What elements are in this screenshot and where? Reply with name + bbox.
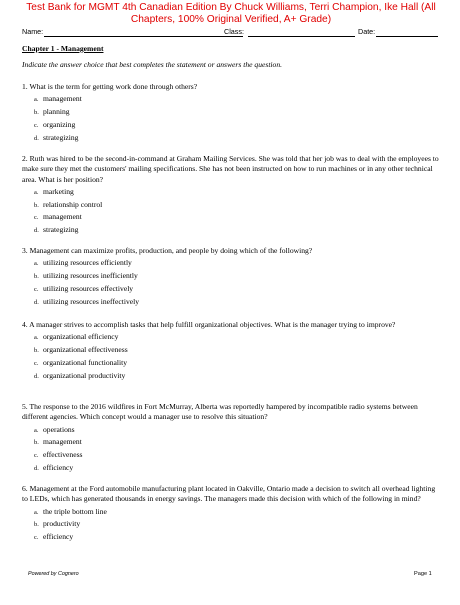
answer-option[interactable]: d. utilizing resources ineffectively bbox=[34, 296, 140, 306]
question-6 bbox=[22, 484, 440, 544]
answer-option[interactable]: a. utilizing resources efficiently bbox=[34, 258, 132, 268]
question-4 bbox=[22, 320, 440, 382]
footer-page-number: Page 1 bbox=[414, 571, 432, 577]
instructions: Indicate the answer choice that best completes the statement or answers the question. bbox=[22, 60, 283, 69]
answer-options bbox=[34, 331, 440, 382]
answer-option[interactable]: c. effectiveness bbox=[34, 450, 83, 460]
answer-option[interactable]: b. organizational effectiveness bbox=[34, 345, 128, 355]
question-stem: 3. Management can maximize profits, production, and people by doing which of the following? bbox=[22, 246, 313, 255]
question-stem: 5. The response to the 2016 wildfires in Fort McMurray, Alberta was reportedly hampered by incompatible radio systems between different agencies. Which concept would a manager use to resolve this situation? bbox=[22, 402, 418, 422]
question-3 bbox=[22, 246, 440, 308]
question-stem: 4. A manager strives to accomplish tasks that help fulfill organizational objectives. What is the manager trying to improve? bbox=[22, 320, 396, 329]
answer-option[interactable]: a. the triple bottom line bbox=[34, 506, 107, 516]
answer-options bbox=[34, 424, 440, 475]
answer-options bbox=[34, 506, 440, 544]
answer-option[interactable]: a. management bbox=[34, 94, 82, 104]
answer-option[interactable]: d. efficiency bbox=[34, 462, 74, 472]
answer-option[interactable]: c. utilizing resources effectively bbox=[34, 283, 134, 293]
document-banner-title: Test Bank for MGMT 4th Canadian Edition By Chuck Williams, Terri Champion, Ike Hall (All Chapters, 100% Original Verified, A+ Grade) bbox=[26, 2, 436, 25]
answer-option[interactable]: c. efficiency bbox=[34, 532, 74, 542]
answer-option[interactable]: a. operations bbox=[34, 424, 75, 434]
answer-options bbox=[34, 257, 440, 308]
answer-option[interactable]: a. marketing bbox=[34, 186, 74, 196]
question-stem: 6. Management at the Ford automobile manufacturing plant located in Oakville, Ontario made a decision to switch all overhead lighting to LEDs, which has generated thousands in energy savings. The managers made this decision with which of the following in mind? bbox=[22, 484, 436, 504]
question-1 bbox=[22, 82, 440, 144]
question-stem: 2. Ruth was hired to be the second-in-command at Graham Mailing Services. She was told that her job was to deal with the employees to make sure they met the customers' mailing specifications. She has not been instructed on how to run machines or in any other technical area. What is her position? bbox=[22, 154, 439, 184]
answer-option[interactable]: c. management bbox=[34, 212, 82, 222]
student-info-header bbox=[22, 27, 438, 38]
question-5 bbox=[22, 402, 440, 475]
answer-option[interactable]: b. relationship control bbox=[34, 199, 103, 209]
answer-option[interactable]: d. strategizing bbox=[34, 132, 79, 142]
answer-options bbox=[34, 93, 440, 144]
footer-powered-by: Powered by Cognero bbox=[28, 571, 79, 577]
answer-option[interactable]: b. management bbox=[34, 437, 82, 447]
answer-option[interactable]: b. utilizing resources inefficiently bbox=[34, 271, 138, 281]
chapter-title: Chapter 1 - Management bbox=[22, 44, 104, 53]
name-label: Name: bbox=[22, 27, 44, 36]
question-stem: 1. What is the term for getting work done through others? bbox=[22, 82, 198, 91]
date-label: Date: bbox=[358, 27, 376, 36]
answer-option[interactable]: c. organizational functionality bbox=[34, 357, 127, 367]
answer-option[interactable]: c. organizing bbox=[34, 119, 76, 129]
class-label: Class: bbox=[224, 27, 244, 36]
class-field[interactable] bbox=[248, 36, 355, 37]
answer-option[interactable]: b. productivity bbox=[34, 519, 81, 529]
answer-option[interactable]: d. organizational productivity bbox=[34, 370, 126, 380]
name-field[interactable] bbox=[44, 36, 243, 37]
date-field[interactable] bbox=[376, 36, 438, 37]
answer-options bbox=[34, 186, 440, 237]
answer-option[interactable]: d. strategizing bbox=[34, 225, 79, 235]
answer-option[interactable]: b. planning bbox=[34, 107, 70, 117]
answer-option[interactable]: a. organizational efficiency bbox=[34, 332, 119, 342]
question-2 bbox=[22, 154, 440, 237]
